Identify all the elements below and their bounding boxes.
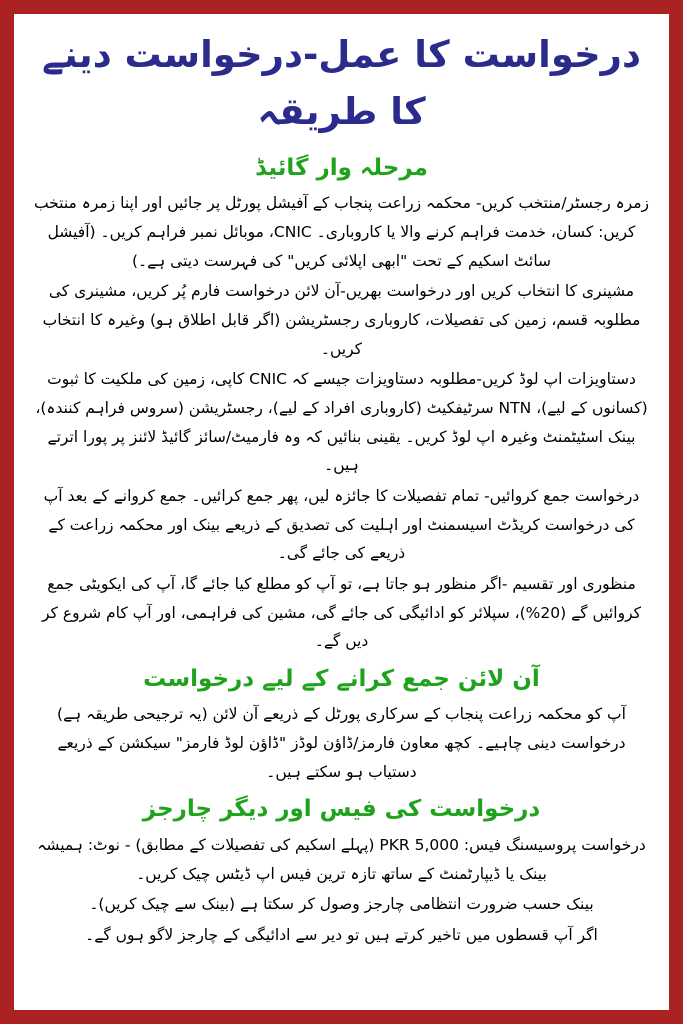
paragraph-select-machinery: مشینری کا انتخاب کریں اور درخواست بھریں-آن لائن درخواست فارم پُر کریں، مشینری کی مطلوبہ قسم، زمین کی تفصیلات، کاروباری رجسٹریشن (اگر قابل اطلاق ہو) وغیرہ کا انتخاب کریں۔	[42, 282, 641, 358]
section-heading-fees-charges: درخواست کی فیس اور دیگر چارجز	[142, 796, 541, 823]
paragraph-upload-documents: دستاویزات اپ لوڈ کریں-مطلوبہ دستاویزات جیسے کہ CNIC کاپی، زمین کی ملکیت کا ثبوت (کسانوں کے لیے)، NTN سرٹیفکیٹ (کاروباری افراد کے لیے)، رجسٹریشن (سروس فراہم کنندہ)، بینک اسٹیٹمنٹ وغیرہ اپ لوڈ کریں۔ یقینی بنائیں کہ وہ فارمیٹ/سائز گائیڈ لائنز پر پورا اترتے ہیں۔	[35, 370, 648, 475]
section-heading-step-guide: مرحلہ وار گائیڈ	[255, 154, 428, 181]
paragraph-processing-fee: درخواست پروسیسنگ فیس: PKR 5,000 (پہلے اسکیم کی تفصیلات کے مطابق) - نوٹ: ہمیشہ بینک یا ڈیپارٹمنٹ کے ساتھ تازہ ترین فیس اپ ڈیٹس چیک کریں۔	[37, 835, 646, 883]
paragraph-bank-charges: بینک حسب ضرورت انتظامی چارجز وصول کر سکتا ہے (بینک سے چیک کریں)۔	[89, 895, 594, 914]
paragraph-submit-application: درخواست جمع کروائیں- تمام تفصیلات کا جائزہ لیں، پھر جمع کرائیں۔ جمع کروانے کے بعد آپ کی درخواست کریڈٹ اسیسمنٹ اور اہلیت کی تصدیق کے ذریعے بینک اور محکمہ زراعت کے ذریعے کی جائے گی۔	[43, 486, 640, 563]
section-heading-online-submission: آن لائن جمع کرانے کے لیے درخواست	[143, 665, 540, 692]
paragraph-late-payment: اگر آپ قسطوں میں تاخیر کرتے ہیں تو دیر سے ادائیگی کے چارجز لاگو ہوں گے۔	[85, 925, 598, 944]
paragraph-online-portal: آپ کو محکمہ زراعت پنجاب کے سرکاری پورٹل کے ذریعے آن لائن (یہ ترجیحی طریقہ ہے) درخواست دینی چاہیے۔ کچھ معاون فارمز/ڈاؤن لوڈز "ڈاؤن لوڈ فارمز" سیکشن کے ذریعے دستیاب ہو سکتے ہیں۔	[57, 705, 626, 781]
paragraph-register-category: زمرہ رجسٹر/منتخب کریں- محکمہ زراعت پنجاب کے آفیشل پورٹل پر جائیں اور اپنا زمرہ منتخب کریں: کسان، خدمت فراہم کرنے والا یا کاروباری۔ CNIC، موبائل نمبر فراہم کریں۔ (آفیشل سائٹ اسکیم کے تحت "ابھی اپلائی کریں" کی فہرست دیتی ہے۔)	[33, 194, 650, 270]
page-title: درخواست کا عمل-درخواست دینے کا طریقہ	[42, 33, 641, 134]
paragraph-approval-distribution: منظوری اور تقسیم -اگر منظور ہو جاتا ہے، تو آپ کو مطلع کیا جائے گا، آپ کی ایکویٹی جمع کروائیں گے (20%)، سپلائر کو ادائیگی کی جائے گی، مشین کی فراہمی، اور آپ کام شروع کر دیں گے۔	[41, 574, 642, 651]
